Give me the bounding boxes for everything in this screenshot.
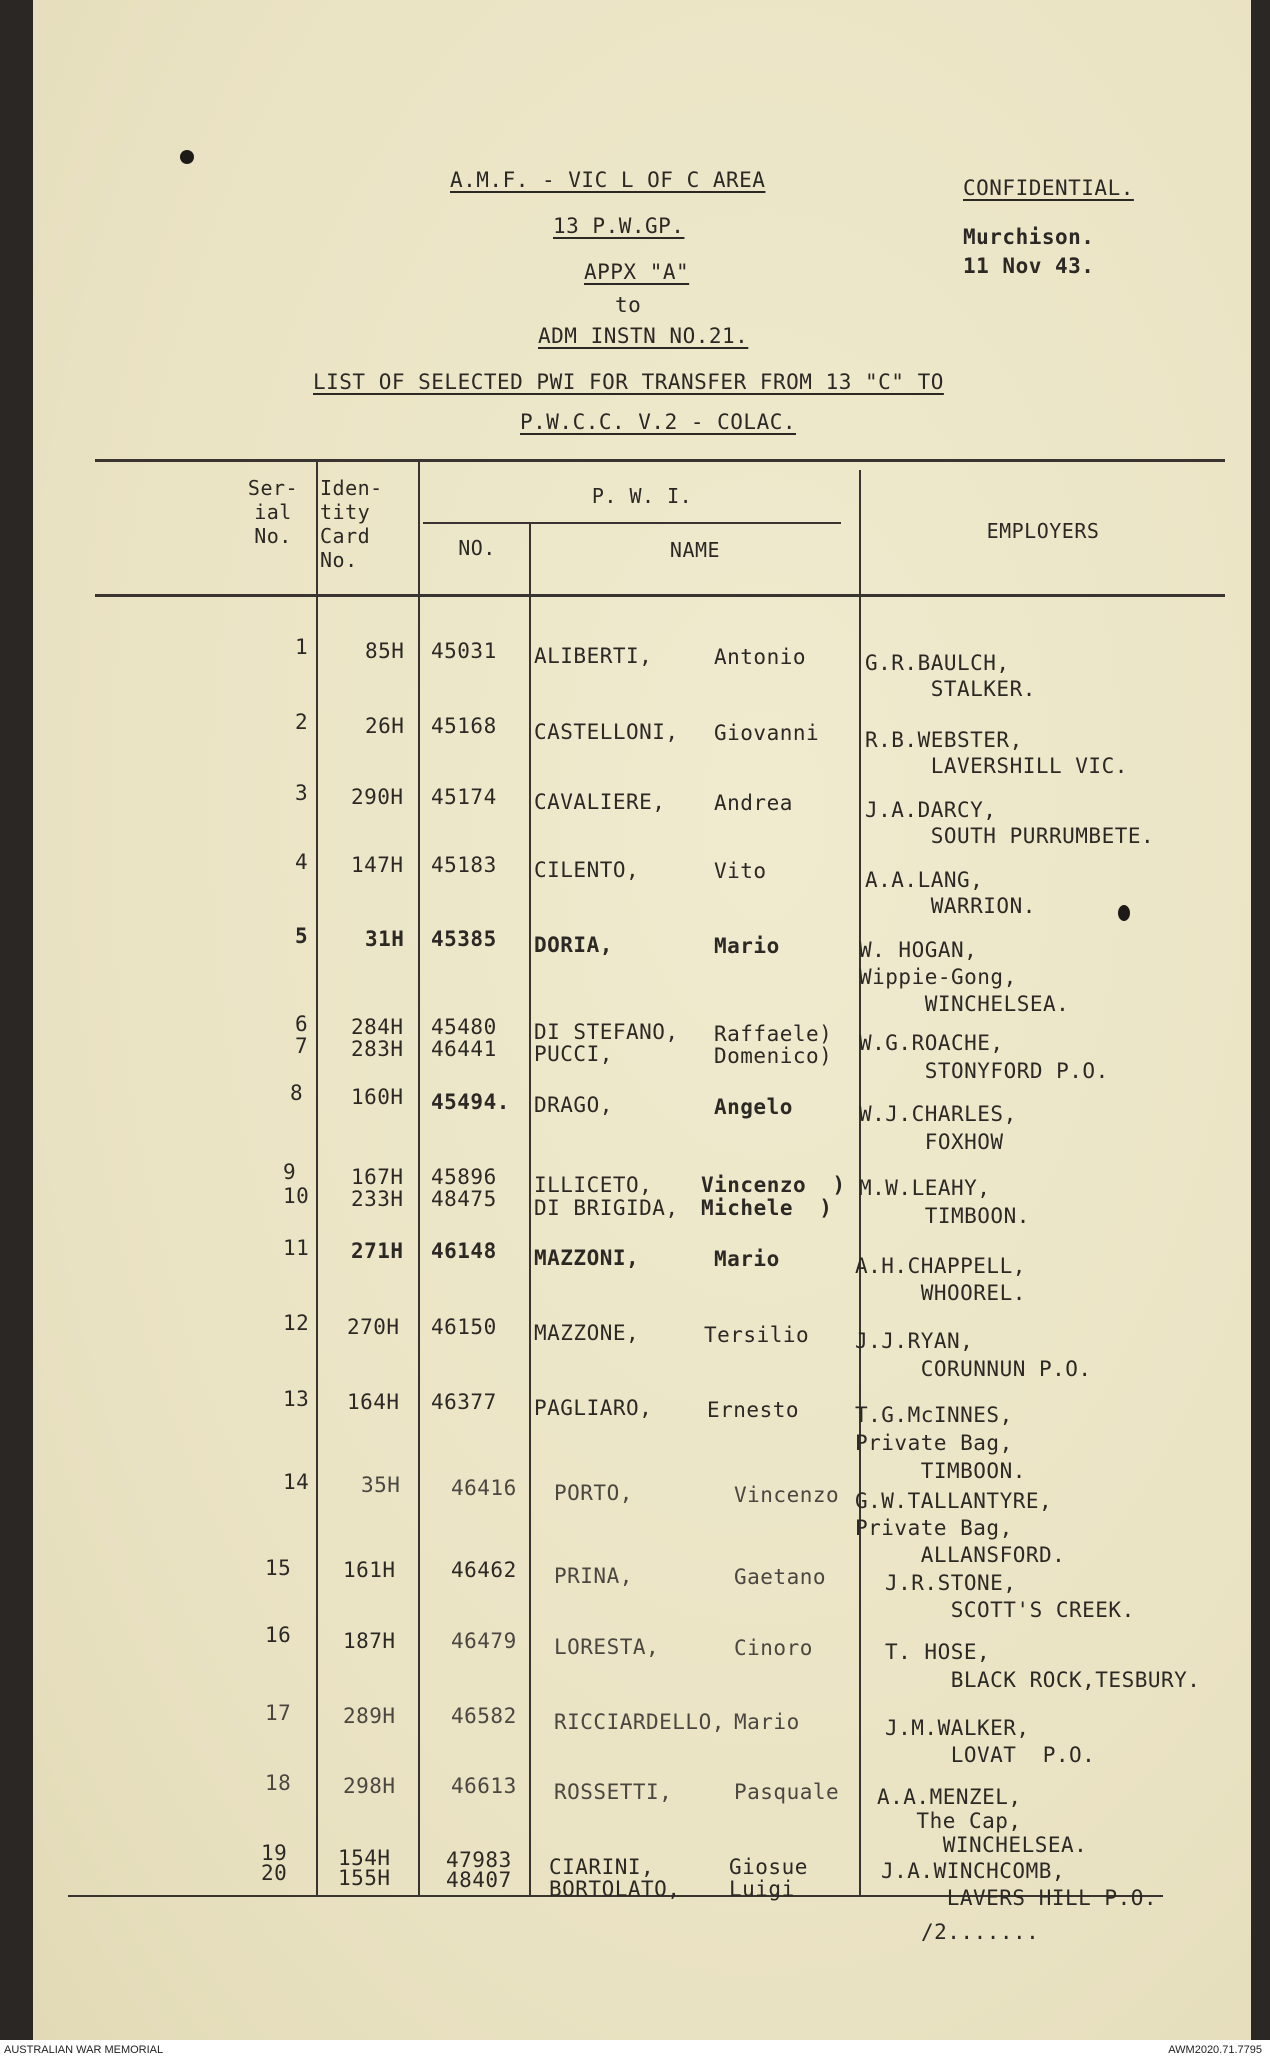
given-name-cell: Mario bbox=[714, 934, 780, 958]
ink-blot bbox=[180, 150, 194, 164]
serial-cell: 11 bbox=[283, 1236, 310, 1260]
pwi-number-cell: 46613 bbox=[451, 1774, 517, 1798]
header-pwi: P. W. I. bbox=[591, 484, 693, 508]
surname-cell: RICCIARDELLO, bbox=[554, 1710, 725, 1734]
continuation-marker: /2....... bbox=[921, 1920, 1040, 1944]
employer-cell: J.A.WINCHCOMB, LAVERS HILL P.O. bbox=[881, 1859, 1158, 1910]
card-cell: 164H bbox=[347, 1390, 400, 1414]
given-name-cell: Pasquale bbox=[734, 1780, 840, 1804]
card-cell: 298H bbox=[343, 1774, 396, 1798]
surname-cell: PAGLIARO, bbox=[534, 1396, 653, 1420]
pwi-number-cell: 45494. bbox=[431, 1090, 510, 1114]
card-cell: 154H 155H bbox=[338, 1846, 391, 1890]
surname-cell: MAZZONI, bbox=[534, 1246, 640, 1270]
pwi-number-cell: 46582 bbox=[451, 1704, 517, 1728]
pwi-number-cell: 46150 bbox=[431, 1315, 497, 1339]
surname-cell: CASTELLONI, bbox=[534, 720, 679, 744]
serial-cell: 1 bbox=[295, 635, 309, 659]
serial-cell: 13 bbox=[283, 1387, 310, 1411]
employer-cell: W. HOGAN, Wippie-Gong, WINCHELSEA. bbox=[859, 938, 1070, 1016]
surname-cell: PRINA, bbox=[554, 1564, 633, 1588]
pwi-number-cell: 45385 bbox=[431, 927, 497, 951]
employer-cell: M.W.LEAHY, TIMBOON. bbox=[859, 1176, 1030, 1228]
card-cell: 161H bbox=[343, 1558, 396, 1582]
employer-cell: J.R.STONE, SCOTT'S CREEK. bbox=[885, 1571, 1135, 1622]
col-rule-card bbox=[418, 462, 420, 1895]
surname-cell: MAZZONE, bbox=[534, 1321, 640, 1345]
card-cell: 284H 283H bbox=[351, 1015, 404, 1061]
instruction-heading: ADM INSTN NO.21. bbox=[538, 324, 749, 348]
pwi-number-cell: 45174 bbox=[431, 785, 497, 809]
given-name-cell: Vincenzo ) Michele ) bbox=[701, 1173, 846, 1220]
employer-cell: R.B.WEBSTER, LAVERSHILL VIC. bbox=[865, 728, 1128, 778]
pwi-number-cell: 45031 bbox=[431, 639, 497, 663]
serial-cell: 15 bbox=[265, 1556, 292, 1580]
employer-cell: A.A.MENZEL, The Cap, WINCHELSEA. bbox=[877, 1785, 1088, 1857]
col-rule-serial bbox=[316, 462, 318, 1895]
employer-cell: J.A.DARCY, SOUTH PURRUMBETE. bbox=[865, 798, 1155, 848]
area-heading: A.M.F. - VIC L OF C AREA bbox=[450, 168, 766, 192]
employer-cell: A.H.CHAPPELL, WHOOREL. bbox=[855, 1254, 1026, 1305]
serial-cell: 2 bbox=[295, 710, 309, 734]
surname-cell: ROSSETTI, bbox=[554, 1780, 673, 1804]
employer-cell: G.R.BAULCH, STALKER. bbox=[865, 651, 1036, 701]
header-bottom-rule bbox=[95, 594, 1225, 597]
given-name-cell: Mario bbox=[734, 1710, 800, 1734]
serial-cell: 17 bbox=[265, 1701, 292, 1725]
archive-footer bbox=[0, 2040, 1270, 2061]
card-cell: 290H bbox=[351, 785, 404, 809]
serial-cell: 3 bbox=[295, 781, 309, 805]
given-name-cell: Ernesto bbox=[707, 1398, 800, 1422]
ink-blot bbox=[1118, 905, 1130, 921]
employer-cell: W.G.ROACHE, STONYFORD P.O. bbox=[859, 1031, 1109, 1083]
given-name-cell: Vito bbox=[714, 859, 767, 883]
pwi-number-cell: 45480 46441 bbox=[431, 1015, 497, 1061]
pwi-number-cell: 45896 48475 bbox=[431, 1165, 497, 1211]
surname-cell: LORESTA, bbox=[554, 1635, 660, 1659]
surname-cell: ALIBERTI, bbox=[534, 644, 653, 668]
card-cell: 270H bbox=[347, 1315, 400, 1339]
employer-cell: T. HOSE, BLACK ROCK,TESBURY. bbox=[885, 1640, 1201, 1692]
given-name-cell: Angelo bbox=[714, 1095, 793, 1119]
pwi-number-cell: 47983 48407 bbox=[446, 1848, 512, 1892]
pwi-number-cell: 46377 bbox=[431, 1390, 497, 1414]
serial-cell: 14 bbox=[283, 1470, 310, 1494]
serial-cell: 5 bbox=[295, 924, 309, 948]
employer-cell: G.W.TALLANTYRE, Private Bag, ALLANSFORD. bbox=[855, 1489, 1066, 1567]
pwi-number-cell: 46462 bbox=[451, 1558, 517, 1582]
given-name-cell: Mario bbox=[714, 1247, 780, 1271]
to-label: to bbox=[615, 293, 642, 317]
card-cell: 289H bbox=[343, 1704, 396, 1728]
employer-cell: W.J.CHARLES, FOXHOW bbox=[859, 1102, 1017, 1154]
pwi-number-cell: 46416 bbox=[451, 1476, 517, 1500]
group-heading: 13 P.W.GP. bbox=[553, 214, 685, 238]
header-name: NAME bbox=[669, 538, 721, 562]
surname-cell: DI STEFANO, PUCCI, bbox=[534, 1020, 679, 1066]
employer-cell: J.M.WALKER, LOVAT P.O. bbox=[885, 1716, 1096, 1767]
table-top-rule bbox=[95, 459, 1225, 462]
employer-cell: J.J.RYAN, CORUNNUN P.O. bbox=[855, 1329, 1092, 1381]
surname-cell: ILLICETO, DI BRIGIDA, bbox=[534, 1173, 679, 1220]
list-title-line-2: P.W.C.C. V.2 - COLAC. bbox=[520, 410, 797, 434]
given-name-cell: Gaetano bbox=[734, 1565, 827, 1589]
serial-cell: 19 20 bbox=[261, 1841, 288, 1885]
list-title-line-1: LIST OF SELECTED PWI FOR TRANSFER FROM 13 "C" TO bbox=[313, 370, 944, 394]
given-name-cell: Antonio bbox=[714, 645, 807, 669]
col-rule-no bbox=[529, 522, 531, 1895]
serial-cell: 8 bbox=[290, 1081, 304, 1105]
footer-reference: AWM2020.71.7795 bbox=[1168, 2044, 1262, 2056]
card-cell: 167H 233H bbox=[351, 1165, 404, 1211]
employer-cell: T.G.McINNES, Private Bag, TIMBOON. bbox=[855, 1403, 1026, 1483]
given-name-cell: Andrea bbox=[714, 791, 793, 815]
pwi-subheader-rule bbox=[423, 522, 841, 524]
pwi-number-cell: 46148 bbox=[431, 1239, 497, 1263]
location-label: Murchison. bbox=[963, 225, 1095, 249]
given-name-cell: Giovanni bbox=[714, 721, 820, 745]
header-serial: Ser- ial No. bbox=[247, 476, 299, 548]
date-label: 11 Nov 43. bbox=[963, 254, 1095, 278]
appendix-heading: APPX "A" bbox=[584, 260, 690, 284]
surname-cell: DORIA, bbox=[534, 933, 613, 957]
pwi-number-cell: 46479 bbox=[451, 1629, 517, 1653]
serial-cell: 12 bbox=[283, 1311, 310, 1335]
card-cell: 187H bbox=[343, 1629, 396, 1653]
serial-cell: 6 7 bbox=[295, 1012, 309, 1058]
header-identity-card: Iden- tity Card No. bbox=[320, 476, 383, 572]
given-name-cell: Cinoro bbox=[734, 1636, 813, 1660]
card-cell: 85H bbox=[365, 639, 405, 663]
footer-institution: AUSTRALIAN WAR MEMORIAL bbox=[4, 2044, 164, 2056]
document-sheet bbox=[33, 0, 1251, 2040]
surname-cell: CILENTO, bbox=[534, 858, 640, 882]
serial-cell: 18 bbox=[265, 1771, 292, 1795]
header-employers: EMPLOYERS bbox=[986, 519, 1100, 543]
header-no: NO. bbox=[458, 536, 496, 560]
card-cell: 271H bbox=[351, 1239, 404, 1263]
card-cell: 35H bbox=[361, 1473, 401, 1497]
card-cell: 147H bbox=[351, 853, 404, 877]
given-name-cell: Tersilio bbox=[704, 1323, 810, 1347]
given-name-cell: Raffaele) Domenico) bbox=[714, 1022, 833, 1068]
pwi-number-cell: 45183 bbox=[431, 853, 497, 877]
card-cell: 31H bbox=[365, 927, 405, 951]
serial-cell: 16 bbox=[265, 1623, 292, 1647]
surname-cell: PORTO, bbox=[554, 1481, 633, 1505]
serial-cell: 4 bbox=[295, 850, 309, 874]
surname-cell: CIARINI, BORTOLATO, bbox=[549, 1855, 681, 1901]
given-name-cell: Vincenzo bbox=[734, 1483, 840, 1507]
surname-cell: DRAGO, bbox=[534, 1093, 613, 1117]
confidential-label: CONFIDENTIAL. bbox=[963, 176, 1134, 200]
given-name-cell: Giosue Luigi bbox=[729, 1855, 808, 1901]
employer-cell: A.A.LANG, WARRION. bbox=[865, 868, 1036, 918]
card-cell: 160H bbox=[351, 1085, 404, 1109]
card-cell: 26H bbox=[365, 714, 405, 738]
serial-cell: 9 10 bbox=[283, 1160, 310, 1208]
pwi-number-cell: 45168 bbox=[431, 714, 497, 738]
surname-cell: CAVALIERE, bbox=[534, 790, 666, 814]
